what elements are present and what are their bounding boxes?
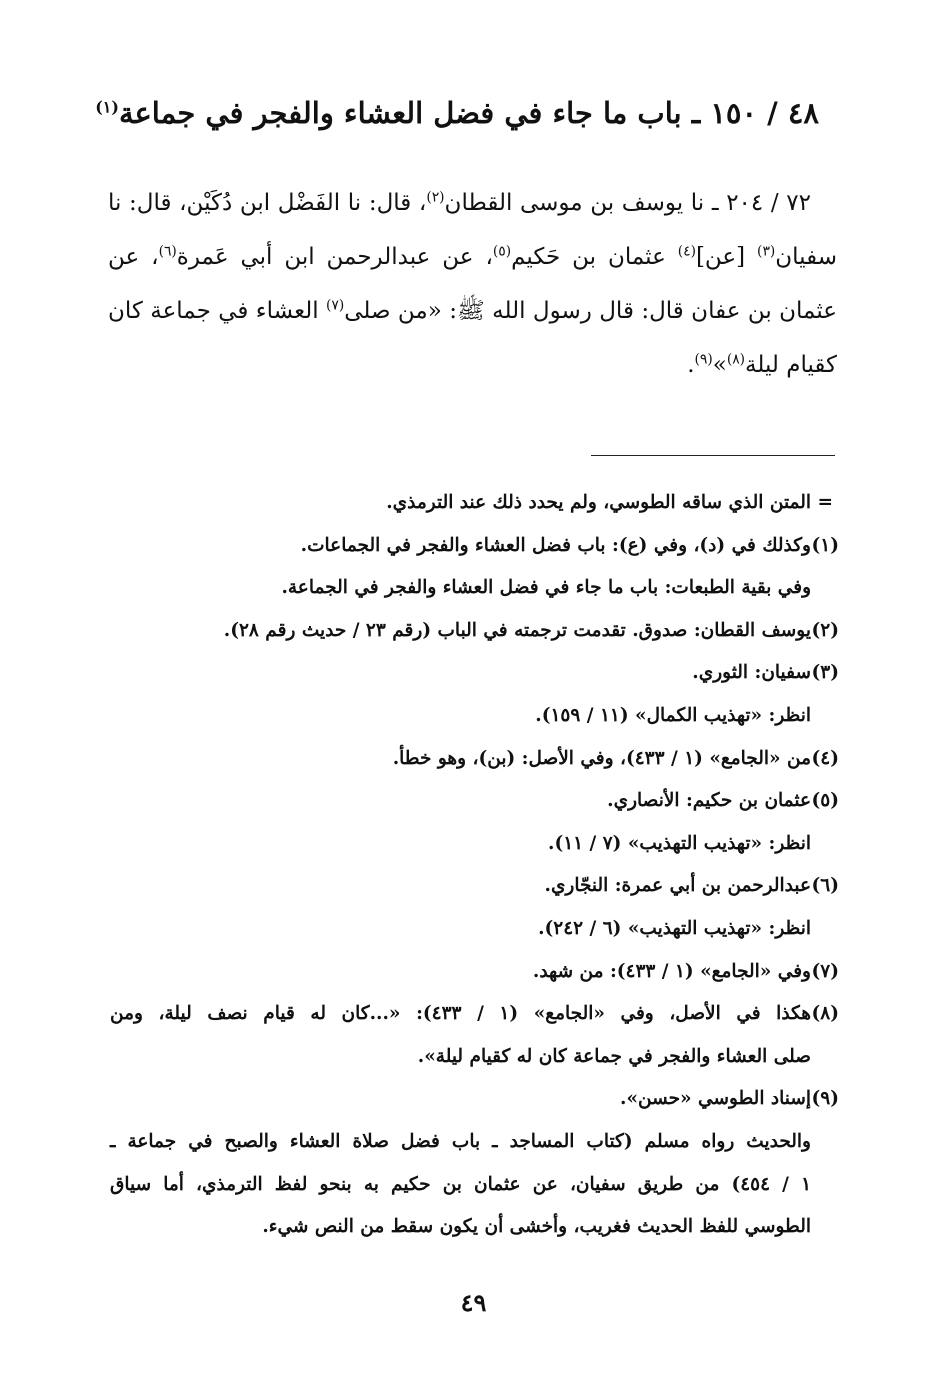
footnote-ref: (٦): [158, 243, 177, 260]
footnote-text: وكذلك في (د)، وفي (ع): باب فضل العشاء والفجر في الجماعات.: [300, 534, 811, 556]
chapter-title: [95, 96, 819, 131]
footnote-number: (٨): [811, 1003, 839, 1025]
footnote-number: =: [817, 492, 833, 513]
footnote-line: [110, 738, 839, 781]
footnote-text: ١ / ٤٥٤) من طريق سفيان، عن عثمان بن حكيم به بنحو لفظ الترمذي، أما سياق: [110, 1173, 811, 1195]
footnote-number: (٣): [811, 662, 839, 684]
footnote-text: صلى العشاء والفجر في جماعة كان له كقيام ليلة».: [417, 1045, 811, 1067]
footnote-number: (٤): [811, 747, 839, 769]
footnote-line: [110, 993, 839, 1036]
footnote-line: [110, 1036, 839, 1079]
footnote-text: الطوسي للفظ الحديث فغريب، وأخشى أن يكون سقط من النص شيء.: [262, 1216, 811, 1238]
footnote-line: [110, 1206, 839, 1249]
footnote-line: [110, 525, 839, 568]
footnote-ref: (٣): [757, 243, 776, 260]
footnotes: [110, 482, 839, 1249]
footnote-number: (٢): [811, 619, 839, 641]
footnote-line: [110, 951, 839, 994]
hadith-paragraph: [108, 176, 837, 392]
chapter-title-text: ٤٨ / ١٥٠ ـ باب ما جاء في فضل العشاء والفجر في جماعة: [118, 96, 819, 130]
footnote-text: عبدالرحمن بن أبي عمرة: النجّاري.: [544, 875, 811, 897]
footnote-line: [110, 695, 839, 738]
text-segment: ، عن عبدالرحمن ابن أبي عَمرة: [176, 244, 493, 270]
footnote-text: وفي «الجامع» (١ / ٤٣٣): من شهد.: [532, 960, 811, 982]
footnote-number: (٩): [811, 1088, 839, 1110]
footnote-ref: (٩): [694, 351, 713, 368]
footnote-text: عثمان بن حكيم: الأنصاري.: [607, 790, 811, 812]
footnote-line: [110, 908, 839, 951]
footnote-text: انظر: «تهذيب الكمال» (١١ / ١٥٩).: [535, 704, 811, 726]
footnote-separator: [591, 455, 835, 456]
text-segment: »: [712, 352, 727, 378]
footnote-line: [110, 865, 839, 908]
footnote-text: سفيان: الثوري.: [692, 662, 811, 684]
footnote-text: المتن الذي ساقه الطوسي، ولم يحدد ذلك عند الترمذي.: [386, 492, 811, 513]
footnote-ref: (٧): [326, 297, 345, 314]
text-segment: العشاء في جماعة كان كقيام ليلة: [108, 298, 837, 378]
footnote-line: [110, 652, 839, 695]
footnote-number: (٧): [811, 960, 839, 982]
text-segment: ، عن عثمان بن عفان قال: قال رسول الله ﷺ: «من صلى: [108, 244, 837, 324]
text-segment: ٧٢ / ٢٠٤ ـ نا يوسف بن موسى القطان: [444, 190, 811, 216]
text-segment: عثمان بن حَكيم: [511, 244, 678, 270]
footnote-line: [110, 1121, 839, 1164]
text-segment: .: [687, 352, 695, 378]
footnote-number: (٦): [811, 875, 839, 897]
footnote-text: والحديث رواه مسلم (كتاب المساجد ـ باب فضل صلاة العشاء والصبح في جماعة ـ: [110, 1130, 811, 1152]
chapter-title-ref: (١): [95, 97, 119, 117]
footnote-text: من «الجامع» (١ / ٤٣٣)، وفي الأصل: (بن)، وهو خطأ.: [392, 747, 811, 769]
page-number: ٤٩: [460, 1288, 487, 1317]
footnote-number: (٥): [811, 790, 839, 812]
footnote-line: [110, 780, 839, 823]
footnote-text: يوسف القطان: صدوق. تقدمت ترجمته في الباب (رقم ٢٣ / حديث رقم ٢٨).: [223, 619, 811, 641]
footnote-line: [110, 823, 839, 866]
footnote-text: وفي بقية الطبعات: باب ما جاء في فضل العشاء والفجر في الجماعة.: [281, 577, 811, 599]
footnote-ref: (٢): [426, 189, 445, 206]
footnote-line: [110, 567, 839, 610]
hadith-text: [108, 176, 837, 392]
footnote-text: هكذا في الأصل، وفي «الجامع» (١ / ٤٣٣): «...كان له قيام نصف ليلة، ومن: [110, 1003, 811, 1025]
text-segment: ، قال: نا الفَضْل ابن دُكَيْن، قال: نا سفيان: [108, 190, 837, 270]
footnote-text: انظر: «تهذيب التهذيب» (٧ / ١١).: [548, 832, 811, 854]
footnote-text: إسناد الطوسي «حسن».: [620, 1088, 811, 1110]
footnote-line: [110, 1078, 839, 1121]
footnote-line: [110, 1164, 839, 1207]
text-segment: [عن]: [695, 244, 758, 270]
footnote-ref: (٤): [677, 243, 696, 260]
footnote-line: [110, 610, 839, 653]
footnote-text: انظر: «تهذيب التهذيب» (٦ / ٢٤٢).: [538, 917, 811, 939]
footnote-ref: (٥): [492, 243, 512, 260]
footnote-line: [110, 482, 839, 525]
footnote-ref: (٨): [726, 351, 746, 368]
footnote-number: (١): [811, 534, 839, 556]
